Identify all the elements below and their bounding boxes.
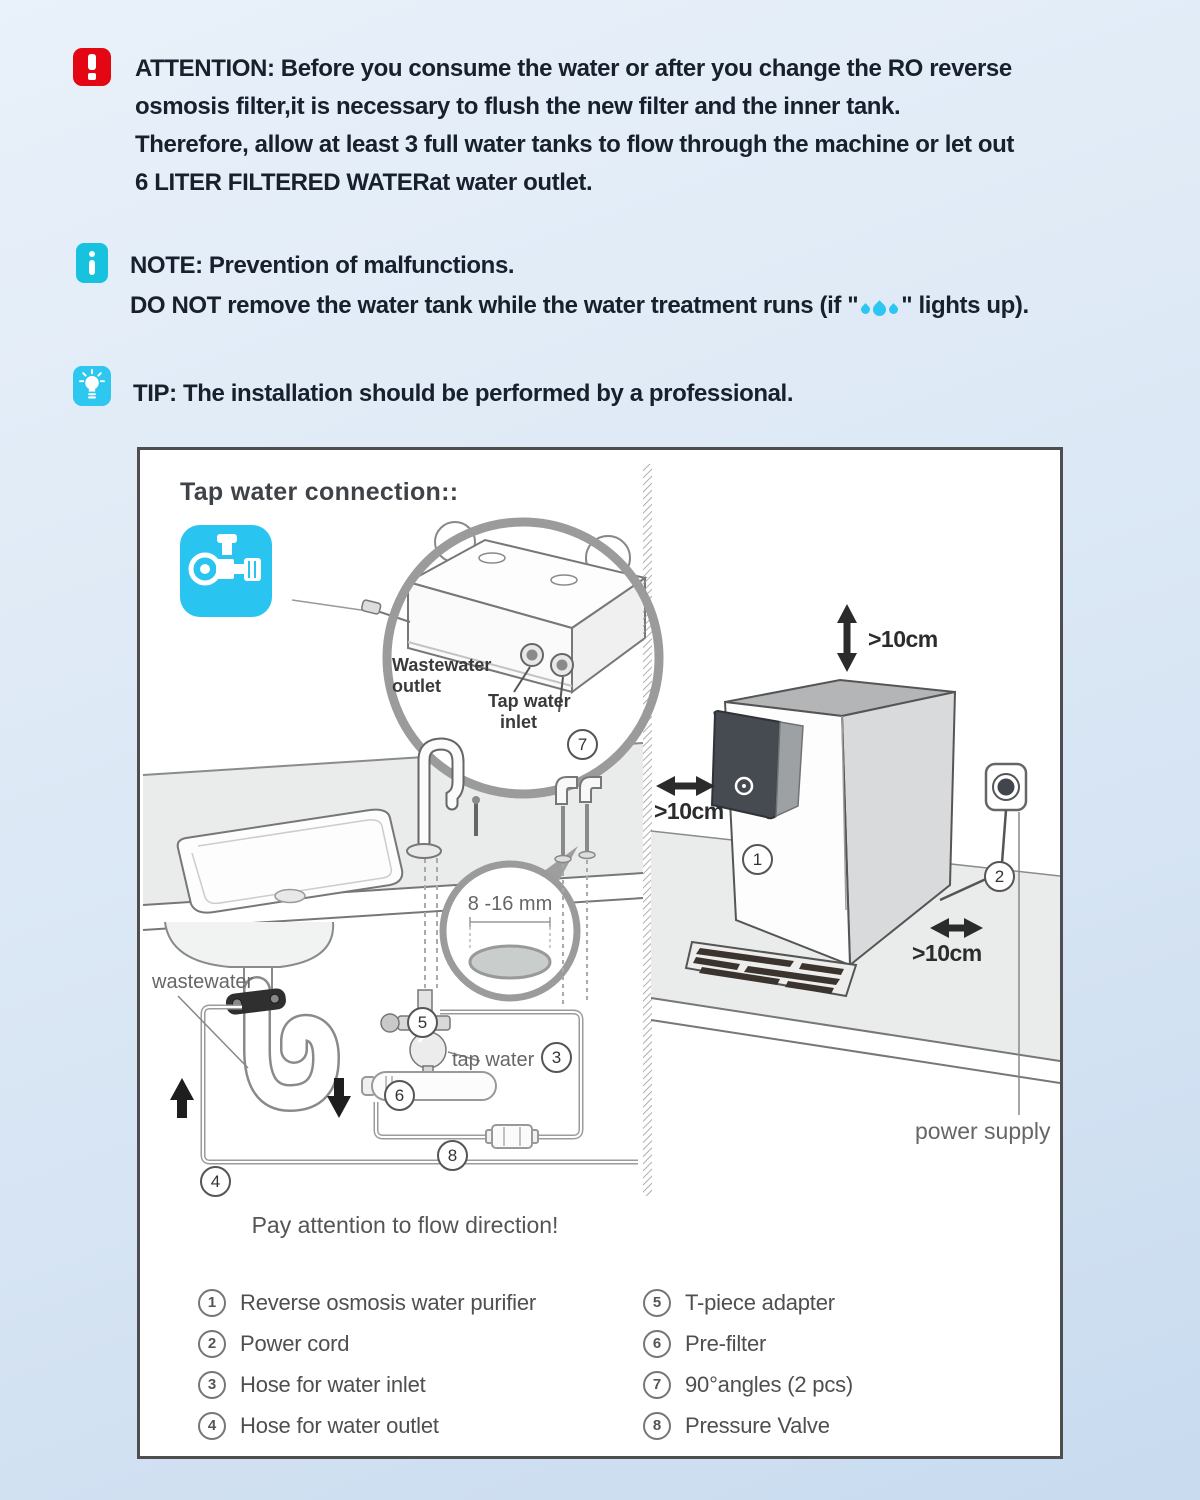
- marker-6-pre-filter: 6: [384, 1080, 415, 1111]
- legend-num-5: 5: [643, 1289, 671, 1317]
- diagram-title: Tap water connection::: [180, 478, 459, 506]
- water-drop-icon: [887, 303, 900, 316]
- note-line1: NOTE: Prevention of malfunctions.: [130, 252, 515, 279]
- pressure-valve-drawing: [486, 1125, 538, 1148]
- legend-num-1: 1: [198, 1289, 226, 1317]
- tap-water-label: tap water: [452, 1049, 535, 1071]
- marker-5-t-piece: 5: [407, 1007, 438, 1038]
- flow-up-arrow: [170, 1078, 194, 1118]
- pre-filter-drawing: [362, 1072, 496, 1100]
- legend-item-4: 4 Hose for water outlet: [198, 1405, 536, 1446]
- legend-num-3: 3: [198, 1371, 226, 1399]
- attention-text: [135, 50, 1135, 202]
- water-drop-icon: [859, 303, 872, 316]
- legend-num-4: 4: [198, 1412, 226, 1440]
- tap-water-inlet-label: Tap water inlet: [488, 691, 571, 732]
- clearance-arrow-left: [656, 776, 715, 796]
- scene-divider: [643, 464, 652, 1196]
- legend-item-1: 1 Reverse osmosis water purifier: [198, 1282, 536, 1323]
- marker-3-inlet-hose: 3: [541, 1042, 572, 1073]
- legend-item-6: 6 Pre-filter: [643, 1323, 853, 1364]
- note-line2: DO NOT remove the water tank while the water treatment runs (if " " lights up).: [130, 292, 1029, 319]
- under-sink-drain: [165, 922, 333, 1098]
- clearance-right-label: >10cm: [912, 940, 982, 966]
- marker-4-outlet-hose: 4: [200, 1166, 231, 1197]
- info-icon: [76, 243, 108, 283]
- legend-num-2: 2: [198, 1330, 226, 1358]
- clearance-left-label: >10cm: [654, 798, 724, 824]
- marker-2-power-cord: 2: [984, 861, 1015, 892]
- lightbulb-icon: [73, 366, 111, 406]
- clearance-arrow-top: [837, 604, 857, 672]
- legend-num-7: 7: [643, 1371, 671, 1399]
- angle-valve-icon: [180, 525, 272, 617]
- flow-direction-note: Pay attention to flow direction!: [251, 1212, 559, 1238]
- attention-icon: [73, 48, 111, 86]
- marker-8-pressure-valve: 8: [437, 1140, 468, 1171]
- wastewater-label: wastewater: [152, 971, 254, 993]
- note-text: [130, 246, 1170, 326]
- legend-item-8: 8 Pressure Valve: [643, 1405, 853, 1446]
- legend-item-5: 5 T-piece adapter: [643, 1282, 853, 1323]
- legend-item-3: 3 Hose for water inlet: [198, 1364, 536, 1405]
- attention-line1: ATTENTION: Before you consume the water or after you change the RO reverse: [135, 55, 1012, 82]
- legend-left-column: [198, 1282, 536, 1446]
- legend-item-7: 7 90°angles (2 pcs): [643, 1364, 853, 1405]
- clearance-top-label: >10cm: [868, 626, 938, 652]
- attention-line3: Therefore, allow at least 3 full water tanks to flow through the machine or let out: [135, 131, 1014, 158]
- attention-line4: 6 LITER FILTERED WATERat water outlet.: [135, 169, 593, 196]
- wastewater-outlet-label: Wastewater outlet: [392, 655, 492, 696]
- installation-diagram-panel: [137, 447, 1063, 1459]
- legend-num-8: 8: [643, 1412, 671, 1440]
- marker-1-purifier: 1: [742, 844, 773, 875]
- legend-item-2: 2 Power cord: [198, 1323, 536, 1364]
- hole-size-label: 8 -16 mm: [467, 893, 553, 915]
- marker-7-elbows: 7: [567, 729, 598, 760]
- attention-line2: osmosis filter,it is necessary to flush the new filter and the inner tank.: [135, 93, 901, 120]
- tip-text: TIP: The installation should be performed by a professional.: [133, 380, 794, 407]
- legend-right-column: [643, 1282, 853, 1446]
- water-drop-icon: [871, 300, 889, 318]
- power-supply-label: power supply: [915, 1118, 1051, 1144]
- legend-num-6: 6: [643, 1330, 671, 1358]
